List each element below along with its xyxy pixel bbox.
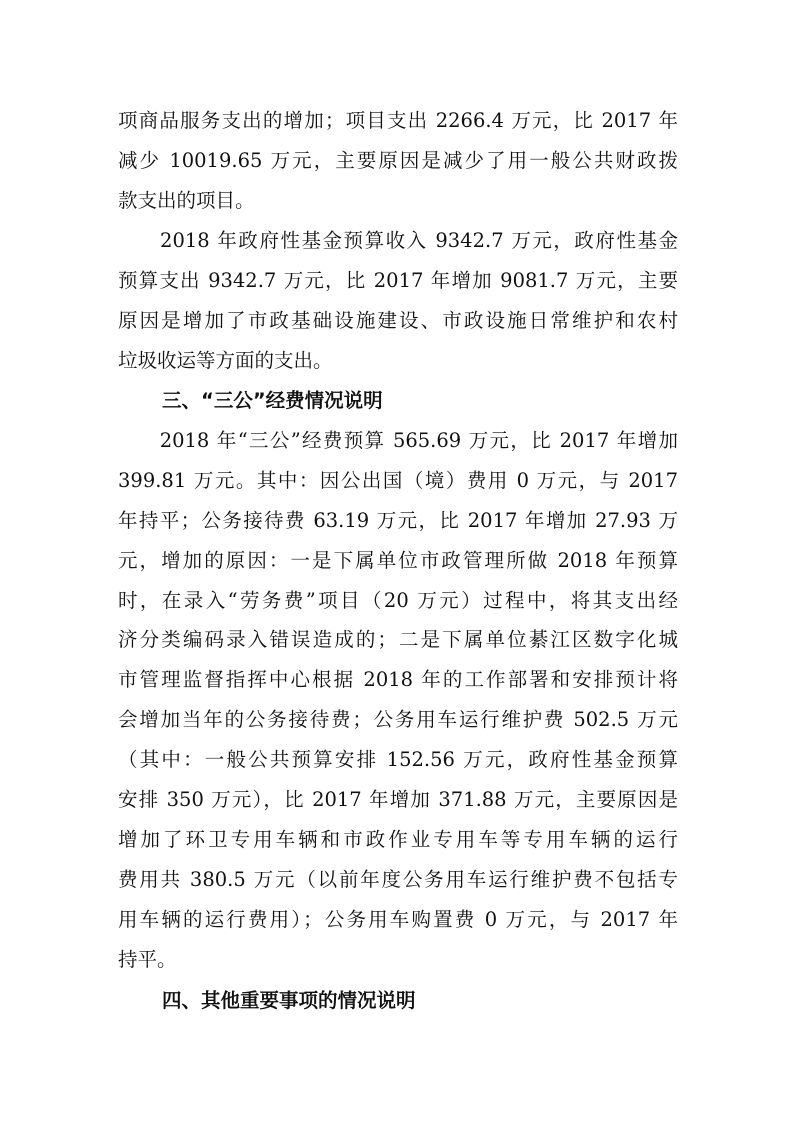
section-heading-other-matters: 四、其他重要事项的情况说明	[162, 989, 416, 1012]
text-line: 安排 350 万元），比 2017 年增加 371.88 万元，主要原因是	[118, 788, 678, 812]
text-line: 垃圾收运等方面的支出。	[118, 348, 333, 372]
text-line: 会增加当年的公务接待费；公务用车运行维护费 502.5 万元	[118, 708, 678, 732]
text-line: 时，在录入“劳务费”项目（20 万元）过程中，将其支出经	[118, 588, 678, 612]
text-line: 预算支出 9342.7 万元，比 2017 年增加 9081.7 万元，主要	[118, 268, 678, 292]
text-line: 款支出的项目。	[118, 188, 255, 212]
text-line: 原因是增加了市政基础设施建设、市政设施日常维护和农村	[118, 308, 678, 332]
text-line: 持平。	[118, 947, 177, 971]
text-line: 济分类编码录入错误造成的；二是下属单位綦江区数字化城	[118, 628, 678, 652]
text-line: 399.81 万元。其中：因公出国（境）费用 0 万元，与 2017	[118, 468, 678, 492]
text-line: 用车辆的运行费用）；公务用车购置费 0 万元，与 2017 年	[118, 907, 678, 931]
text-line: 减少 10019.65 万元，主要原因是减少了用一般公共财政拨	[118, 148, 678, 172]
text-line: 项商品服务支出的增加；项目支出 2266.4 万元，比 2017 年	[118, 109, 678, 132]
text-line: 费用共 380.5 万元（以前年度公务用车运行维护费不包括专	[118, 867, 678, 891]
text-line: 2018 年“三公”经费预算 565.69 万元，比 2017 年增加	[118, 429, 678, 452]
section-heading-three-public: 三、“三公”经费情况说明	[162, 389, 383, 412]
text-line: 2018 年政府性基金预算收入 9342.7 万元，政府性基金	[118, 229, 678, 252]
text-line: （其中：一般公共预算安排 152.56 万元，政府性基金预算	[118, 748, 678, 772]
paragraph-three-public-budget	[118, 421, 678, 979]
paragraph-government-fund	[118, 221, 678, 381]
text-line: 增加了环卫专用车辆和市政作业专用车等专用车辆的运行	[118, 827, 678, 851]
text-line: 市管理监督指挥中心根据 2018 年的工作部署和安排预计将	[118, 668, 678, 692]
text-line: 年持平；公务接待费 63.19 万元，比 2017 年增加 27.93 万	[118, 508, 678, 532]
text-line: 元，增加的原因：一是下属单位市政管理所做 2018 年预算	[118, 548, 678, 572]
paragraph-project-expenditure	[118, 101, 678, 221]
